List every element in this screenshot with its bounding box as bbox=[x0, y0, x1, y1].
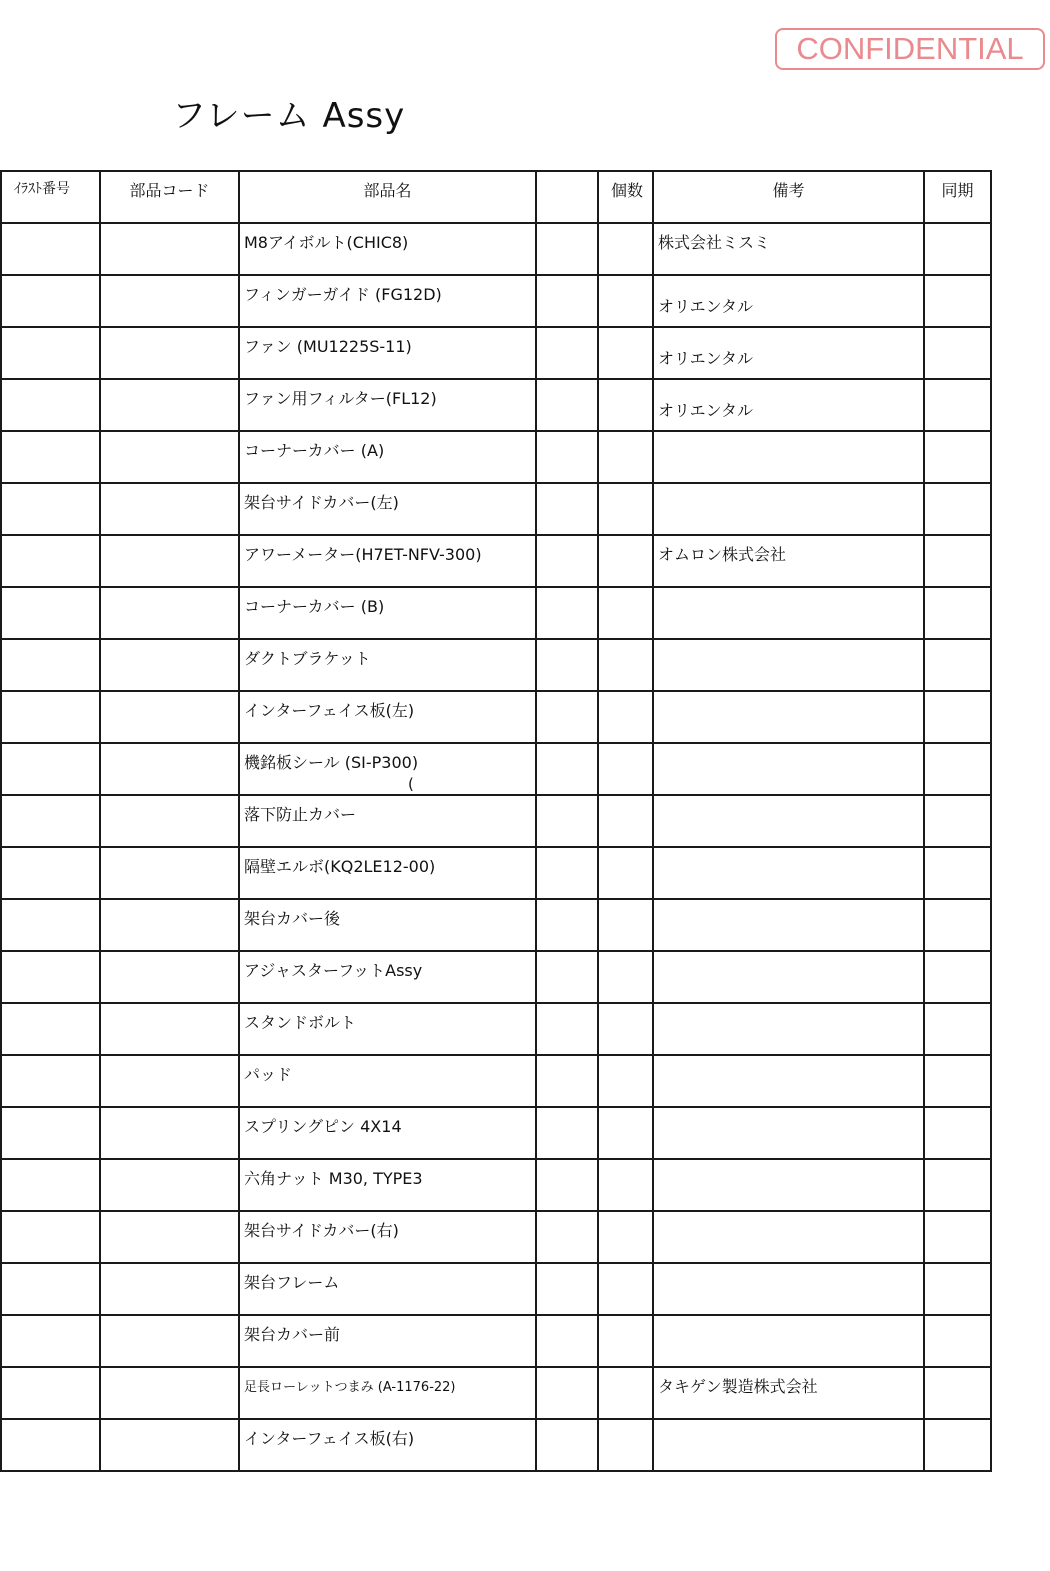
part-name: ダクトブラケット bbox=[244, 649, 371, 668]
remarks-cell bbox=[653, 1003, 924, 1055]
part-name-cell bbox=[239, 847, 536, 899]
header-remarks: 備考 bbox=[653, 171, 924, 223]
remark-text: 株式会社ミスミ bbox=[658, 233, 771, 252]
header-illust-number: ｲﾗｽﾄ番号 bbox=[1, 171, 100, 223]
remark-text bbox=[654, 1108, 923, 1114]
blank-cell bbox=[536, 431, 598, 483]
part-code-cell bbox=[100, 379, 239, 431]
remarks-cell bbox=[653, 535, 924, 587]
illust-number-cell bbox=[1, 691, 100, 743]
quantity-cell bbox=[598, 1159, 653, 1211]
table-row bbox=[1, 1315, 991, 1367]
table-row bbox=[1, 1367, 991, 1419]
remark-text bbox=[654, 1160, 923, 1166]
remarks-cell bbox=[653, 223, 924, 275]
part-name: 機銘板シール (SI-P300) bbox=[244, 753, 419, 772]
blank-cell bbox=[536, 1419, 598, 1471]
remarks-cell bbox=[653, 379, 924, 431]
remarks-cell bbox=[653, 1159, 924, 1211]
part-name: コーナーカバー (B) bbox=[244, 597, 385, 616]
remark-text bbox=[654, 1316, 923, 1322]
sync-cell bbox=[924, 1315, 991, 1367]
illust-number-cell bbox=[1, 1419, 100, 1471]
header-sync: 同期 bbox=[924, 171, 991, 223]
remark-text bbox=[654, 1004, 923, 1010]
quantity-cell bbox=[598, 587, 653, 639]
illust-number-cell bbox=[1, 535, 100, 587]
sync-cell bbox=[924, 639, 991, 691]
table-row bbox=[1, 587, 991, 639]
part-name-cell bbox=[239, 275, 536, 327]
remarks-cell bbox=[653, 483, 924, 535]
sync-cell bbox=[924, 1055, 991, 1107]
part-name-cell bbox=[239, 1211, 536, 1263]
blank-cell bbox=[536, 587, 598, 639]
part-name: 隔壁エルボ(KQ2LE12-00) bbox=[244, 857, 436, 876]
blank-cell bbox=[536, 951, 598, 1003]
part-name: スタンドボルト bbox=[244, 1013, 357, 1032]
part-code-cell bbox=[100, 587, 239, 639]
table-row bbox=[1, 1211, 991, 1263]
illust-number-cell bbox=[1, 1367, 100, 1419]
header-part-code: 部品コード bbox=[100, 171, 239, 223]
blank-cell bbox=[536, 899, 598, 951]
part-name-cell bbox=[239, 795, 536, 847]
sync-cell bbox=[924, 1263, 991, 1315]
quantity-cell bbox=[598, 795, 653, 847]
remarks-cell bbox=[653, 951, 924, 1003]
table-row bbox=[1, 1003, 991, 1055]
sync-cell bbox=[924, 847, 991, 899]
remarks-cell bbox=[653, 639, 924, 691]
header-blank bbox=[536, 171, 598, 223]
quantity-cell bbox=[598, 379, 653, 431]
blank-cell bbox=[536, 639, 598, 691]
part-code-cell bbox=[100, 847, 239, 899]
remarks-cell bbox=[653, 1263, 924, 1315]
part-name: 足長ローレットつまみ (A-1176-22) bbox=[244, 1380, 456, 1395]
part-code-cell bbox=[100, 795, 239, 847]
quantity-cell bbox=[598, 535, 653, 587]
blank-cell bbox=[536, 691, 598, 743]
parts-table bbox=[0, 170, 992, 1472]
remarks-cell bbox=[653, 587, 924, 639]
remarks-cell bbox=[653, 847, 924, 899]
part-name-cell bbox=[239, 535, 536, 587]
part-name: パッド bbox=[244, 1065, 293, 1084]
table-row bbox=[1, 483, 991, 535]
blank-cell bbox=[536, 1211, 598, 1263]
part-code-cell bbox=[100, 1211, 239, 1263]
part-name-cell bbox=[239, 899, 536, 951]
part-name: 六角ナット M30, TYPE3 bbox=[244, 1169, 423, 1188]
blank-cell bbox=[536, 847, 598, 899]
table-row bbox=[1, 951, 991, 1003]
sync-cell bbox=[924, 535, 991, 587]
confidential-stamp: CONFIDENTIAL bbox=[775, 28, 1045, 70]
sync-cell bbox=[924, 1003, 991, 1055]
part-name-cell bbox=[239, 639, 536, 691]
page-title: フレーム Assy bbox=[172, 96, 406, 136]
table-row bbox=[1, 327, 991, 379]
part-name: アジャスターフットAssy bbox=[244, 961, 423, 980]
table-row bbox=[1, 223, 991, 275]
blank-cell bbox=[536, 1003, 598, 1055]
remarks-cell bbox=[653, 743, 924, 795]
remark-text bbox=[654, 1420, 923, 1426]
part-name: 架台サイドカバー(右) bbox=[244, 1221, 399, 1240]
part-name-cell bbox=[239, 327, 536, 379]
part-name: 架台カバー前 bbox=[244, 1325, 341, 1344]
part-code-cell bbox=[100, 1003, 239, 1055]
quantity-cell bbox=[598, 1419, 653, 1471]
blank-cell bbox=[536, 327, 598, 379]
table-row bbox=[1, 431, 991, 483]
part-code-cell bbox=[100, 223, 239, 275]
quantity-cell bbox=[598, 223, 653, 275]
blank-cell bbox=[536, 275, 598, 327]
remark-text bbox=[654, 692, 923, 698]
blank-cell bbox=[536, 223, 598, 275]
remark-text bbox=[654, 744, 923, 750]
sync-cell bbox=[924, 1419, 991, 1471]
quantity-cell bbox=[598, 1211, 653, 1263]
remarks-cell bbox=[653, 1419, 924, 1471]
remark-text bbox=[654, 848, 923, 854]
remarks-cell bbox=[653, 1055, 924, 1107]
sync-cell bbox=[924, 1211, 991, 1263]
blank-cell bbox=[536, 1159, 598, 1211]
quantity-cell bbox=[598, 327, 653, 379]
illust-number-cell bbox=[1, 1263, 100, 1315]
quantity-cell bbox=[598, 431, 653, 483]
illust-number-cell bbox=[1, 639, 100, 691]
illust-number-cell bbox=[1, 847, 100, 899]
part-name-cell bbox=[239, 1159, 536, 1211]
blank-cell bbox=[536, 379, 598, 431]
sync-cell bbox=[924, 275, 991, 327]
sync-cell bbox=[924, 795, 991, 847]
part-name: M8アイボルト(CHIC8) bbox=[244, 233, 409, 252]
remark-text: オリエンタル bbox=[658, 349, 754, 368]
illust-number-cell bbox=[1, 327, 100, 379]
remarks-cell bbox=[653, 431, 924, 483]
illust-number-cell bbox=[1, 1055, 100, 1107]
remarks-cell bbox=[653, 1315, 924, 1367]
quantity-cell bbox=[598, 1367, 653, 1419]
part-name-cell bbox=[239, 1315, 536, 1367]
blank-cell bbox=[536, 483, 598, 535]
remark-text bbox=[654, 1056, 923, 1062]
sync-cell bbox=[924, 587, 991, 639]
illust-number-cell bbox=[1, 431, 100, 483]
blank-cell bbox=[536, 1263, 598, 1315]
remark-text bbox=[654, 1264, 923, 1270]
table-row bbox=[1, 275, 991, 327]
remark-text bbox=[654, 900, 923, 906]
table-row bbox=[1, 1159, 991, 1211]
illust-number-cell bbox=[1, 743, 100, 795]
remarks-cell bbox=[653, 1367, 924, 1419]
remarks-cell bbox=[653, 899, 924, 951]
table-row bbox=[1, 1419, 991, 1471]
part-name-cell bbox=[239, 223, 536, 275]
quantity-cell bbox=[598, 951, 653, 1003]
illust-number-cell bbox=[1, 379, 100, 431]
blank-cell bbox=[536, 795, 598, 847]
remark-text: オリエンタル bbox=[658, 401, 754, 420]
remark-text bbox=[654, 952, 923, 958]
illust-number-cell bbox=[1, 795, 100, 847]
remarks-cell bbox=[653, 1107, 924, 1159]
quantity-cell bbox=[598, 1315, 653, 1367]
part-code-cell bbox=[100, 1159, 239, 1211]
quantity-cell bbox=[598, 639, 653, 691]
part-name-cell bbox=[239, 1263, 536, 1315]
part-name-cell bbox=[239, 691, 536, 743]
sync-cell bbox=[924, 327, 991, 379]
remarks-cell bbox=[653, 691, 924, 743]
part-code-cell bbox=[100, 431, 239, 483]
part-code-cell bbox=[100, 327, 239, 379]
illust-number-cell bbox=[1, 1211, 100, 1263]
part-code-cell bbox=[100, 1367, 239, 1419]
table-row bbox=[1, 795, 991, 847]
blank-cell bbox=[536, 1367, 598, 1419]
remark-text: オムロン株式会社 bbox=[658, 545, 787, 564]
illust-number-cell bbox=[1, 899, 100, 951]
part-name: フィンガーガイド (FG12D) bbox=[244, 285, 442, 304]
remarks-cell bbox=[653, 275, 924, 327]
table-row bbox=[1, 1055, 991, 1107]
table-row bbox=[1, 639, 991, 691]
remark-text bbox=[654, 588, 923, 594]
part-code-cell bbox=[100, 951, 239, 1003]
illust-number-cell bbox=[1, 1003, 100, 1055]
part-code-cell bbox=[100, 743, 239, 795]
illust-number-cell bbox=[1, 1159, 100, 1211]
part-name: ファン (MU1225S-11) bbox=[244, 337, 412, 356]
quantity-cell bbox=[598, 1003, 653, 1055]
part-name-cell bbox=[239, 743, 536, 795]
sync-cell bbox=[924, 223, 991, 275]
quantity-cell bbox=[598, 691, 653, 743]
blank-cell bbox=[536, 1107, 598, 1159]
blank-cell bbox=[536, 535, 598, 587]
sync-cell bbox=[924, 483, 991, 535]
part-name-cell bbox=[239, 1003, 536, 1055]
table-row bbox=[1, 379, 991, 431]
sync-cell bbox=[924, 1367, 991, 1419]
quantity-cell bbox=[598, 899, 653, 951]
part-code-cell bbox=[100, 483, 239, 535]
quantity-cell bbox=[598, 1055, 653, 1107]
part-name: アワーメーター(H7ET-NFV-300) bbox=[244, 545, 482, 564]
remarks-cell bbox=[653, 327, 924, 379]
remark-text bbox=[654, 432, 923, 438]
part-name-cell bbox=[239, 483, 536, 535]
illust-number-cell bbox=[1, 275, 100, 327]
part-name-cell bbox=[239, 431, 536, 483]
part-name-subtext: ( bbox=[408, 775, 414, 793]
part-name: インターフェイス板(右) bbox=[244, 1429, 415, 1448]
remarks-cell bbox=[653, 1211, 924, 1263]
part-code-cell bbox=[100, 1107, 239, 1159]
part-code-cell bbox=[100, 899, 239, 951]
part-name: スプリングピン 4X14 bbox=[244, 1117, 402, 1136]
remark-text bbox=[654, 484, 923, 490]
part-name-cell bbox=[239, 1419, 536, 1471]
illust-number-cell bbox=[1, 951, 100, 1003]
remark-text bbox=[654, 796, 923, 802]
part-code-cell bbox=[100, 639, 239, 691]
part-name-cell bbox=[239, 379, 536, 431]
sync-cell bbox=[924, 1159, 991, 1211]
header-row bbox=[1, 171, 991, 223]
part-name: 架台フレーム bbox=[244, 1273, 340, 1292]
table-row bbox=[1, 691, 991, 743]
quantity-cell bbox=[598, 743, 653, 795]
part-name-cell bbox=[239, 587, 536, 639]
part-code-cell bbox=[100, 535, 239, 587]
part-name-cell bbox=[239, 1107, 536, 1159]
table-row bbox=[1, 847, 991, 899]
sync-cell bbox=[924, 431, 991, 483]
illust-number-cell bbox=[1, 1107, 100, 1159]
sync-cell bbox=[924, 1107, 991, 1159]
blank-cell bbox=[536, 1315, 598, 1367]
table-row bbox=[1, 1107, 991, 1159]
part-code-cell bbox=[100, 1315, 239, 1367]
part-name-cell bbox=[239, 1055, 536, 1107]
header-part-name: 部品名 bbox=[239, 171, 536, 223]
part-name-cell bbox=[239, 1367, 536, 1419]
sync-cell bbox=[924, 691, 991, 743]
table-row bbox=[1, 899, 991, 951]
illust-number-cell bbox=[1, 223, 100, 275]
part-code-cell bbox=[100, 1419, 239, 1471]
table-row bbox=[1, 743, 991, 795]
quantity-cell bbox=[598, 1263, 653, 1315]
part-name: 架台サイドカバー(左) bbox=[244, 493, 399, 512]
part-code-cell bbox=[100, 275, 239, 327]
quantity-cell bbox=[598, 483, 653, 535]
illust-number-cell bbox=[1, 483, 100, 535]
sync-cell bbox=[924, 951, 991, 1003]
illust-number-cell bbox=[1, 1315, 100, 1367]
quantity-cell bbox=[598, 1107, 653, 1159]
part-name: 架台カバー後 bbox=[244, 909, 341, 928]
blank-cell bbox=[536, 743, 598, 795]
quantity-cell bbox=[598, 275, 653, 327]
remark-text: オリエンタル bbox=[658, 297, 754, 316]
remarks-cell bbox=[653, 795, 924, 847]
table-row bbox=[1, 535, 991, 587]
part-code-cell bbox=[100, 691, 239, 743]
blank-cell bbox=[536, 1055, 598, 1107]
remark-text bbox=[654, 640, 923, 646]
part-name-cell bbox=[239, 951, 536, 1003]
header-quantity: 個数 bbox=[598, 171, 653, 223]
part-name: インターフェイス板(左) bbox=[244, 701, 415, 720]
illust-number-cell bbox=[1, 587, 100, 639]
sync-cell bbox=[924, 743, 991, 795]
sync-cell bbox=[924, 899, 991, 951]
part-name: 落下防止カバー bbox=[244, 805, 357, 824]
quantity-cell bbox=[598, 847, 653, 899]
table-row bbox=[1, 1263, 991, 1315]
part-code-cell bbox=[100, 1263, 239, 1315]
sync-cell bbox=[924, 379, 991, 431]
part-code-cell bbox=[100, 1055, 239, 1107]
part-name: コーナーカバー (A) bbox=[244, 441, 385, 460]
part-name: ファン用フィルター(FL12) bbox=[244, 389, 437, 408]
remark-text bbox=[654, 1212, 923, 1218]
remark-text: タキゲン製造株式会社 bbox=[658, 1377, 818, 1396]
